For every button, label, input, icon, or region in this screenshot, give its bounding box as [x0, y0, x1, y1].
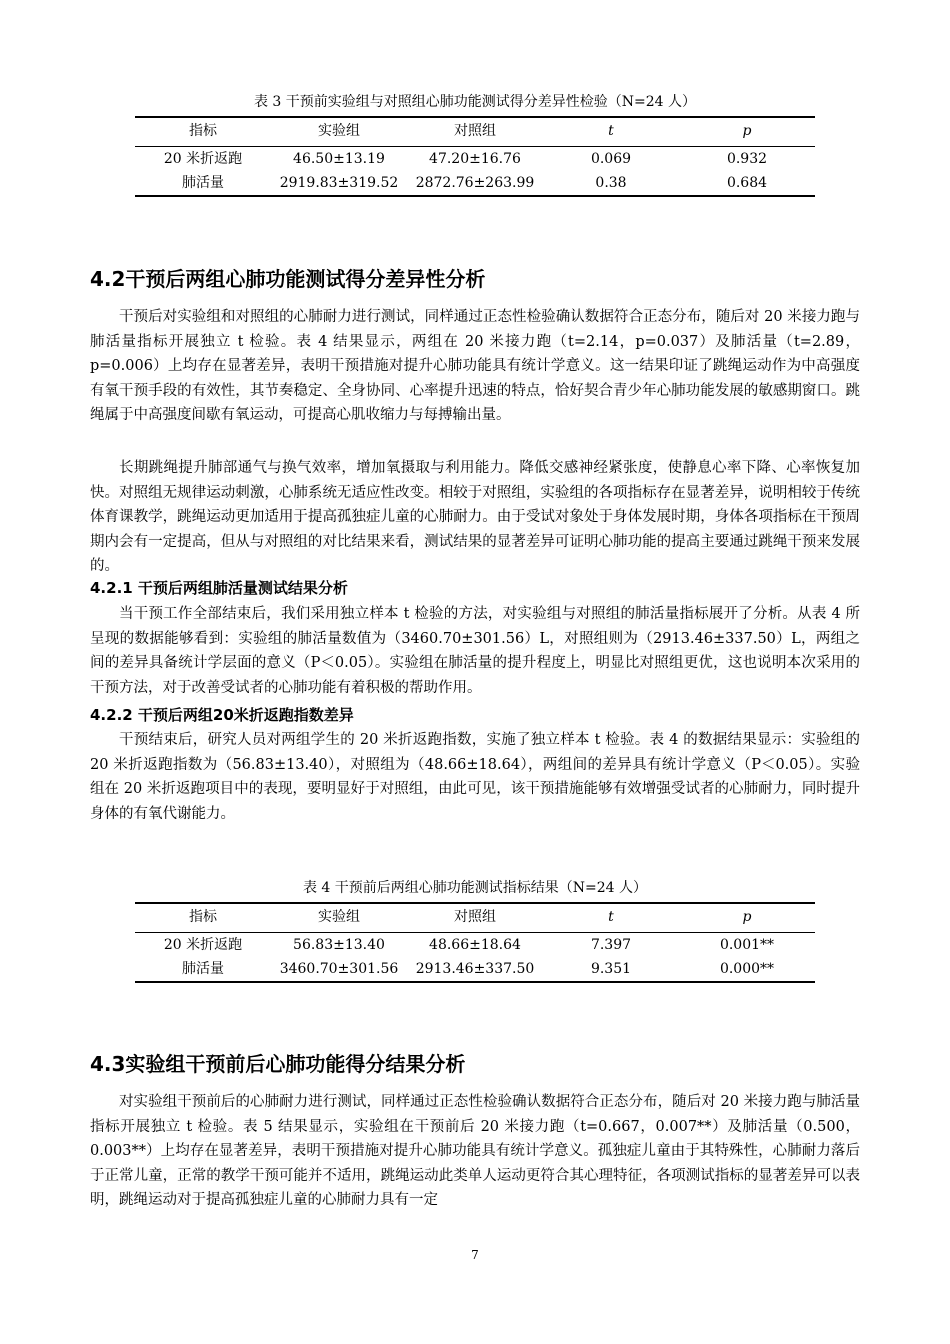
table-cell: 肺活量 — [182, 175, 224, 191]
table4-header-t: t — [608, 909, 614, 925]
table3-header-row — [135, 118, 815, 146]
table-cell: 7.397 — [590, 937, 632, 953]
table-cell: 0.38 — [595, 175, 627, 191]
table-cell: 3460.70±301.56 — [279, 961, 399, 977]
table4-header-control: 对照组 — [454, 909, 496, 925]
table-cell: 0.001** — [719, 937, 775, 953]
table3-caption: 表 3 干预前实验组与对照组心肺功能测试得分差异性检验（N=24 人） — [253, 94, 697, 110]
table3-header-experimental: 实验组 — [318, 123, 360, 139]
table4-header-experimental: 实验组 — [318, 909, 360, 925]
section-4-2-paragraph-2: 长期跳绳提升肺部通气与换气效率，增加氧摄取与利用能力。降低交感神经紧张度，使静息心率下降、心率恢复加快。对照组无规律运动刺激，心肺系统无适应性改变。相较于对照组，实验组的各项指标存在显著差异，说明相较于传统体育课教学，跳绳运动更加适用于提高孤独症儿童的心肺耐力。由于受试对象处于身体发展时期，身体各项指标在干预周期内会有一定提高，但从与对照组的对比结果来看，测试结果的显著差异可证明心肺功能的提高主要通过跳绳干预来发展的。 — [90, 460, 860, 574]
table4-caption: 表 4 干预前后两组心肺功能测试指标结果（N=24 人） — [302, 880, 648, 896]
table3-header-t: t — [608, 123, 614, 139]
table-cell: 46.50±13.19 — [293, 151, 385, 167]
table-cell: 9.351 — [590, 961, 632, 977]
table-cell: 2913.46±337.50 — [415, 961, 535, 977]
table4-header-indicator: 指标 — [189, 909, 217, 925]
table-cell: 20 米折返跑 — [163, 151, 243, 167]
table-cell: 肺活量 — [182, 961, 224, 977]
table-cell: 0.932 — [726, 151, 768, 167]
table3 — [135, 116, 815, 197]
table-cell: 0.069 — [590, 151, 632, 167]
section-4-2-2-paragraph: 干预结束后，研究人员对两组学生的 20 米折返跑指数，实施了独立样本 t 检验。表 4 的数据结果显示：实验组的 20 米折返跑指数为（56.83±13.40），对照组为（48.66±18.64），两组间的差异具有统计学意义（P＜0.05）。实验组在 20 米折返跑项目中的表现，要明显好于对照组，由此可见，该干预措施能够有效增强受试者的心肺耐力，同时提升身体的有氧代谢能力。 — [90, 732, 860, 822]
table3-header-control: 对照组 — [454, 123, 496, 139]
table4-header-row — [135, 904, 815, 932]
section-4-3-paragraph: 对实验组干预前后的心肺耐力进行测试，同样通过正态性检验确认数据符合正态分布，随后对 20 米接力跑与肺活量指标开展独立 t 检验。表 5 结果显示，实验组在干预前后 20 米接力跑（t=0.667，0.007**）及肺活量（0.500，0.003**）上均存在显著差异，表明干预措施对提升心肺功能具有统计学意义。孤独症儿童由于其特殊性，心肺耐力落后于正常儿童，正常的教学干预可能并不适用，跳绳运动此类单人运动更符合其心理特征，各项测试指标的显著差异可以表明，跳绳运动对于提高孤独症儿童的心肺耐力具有一定 — [90, 1094, 860, 1208]
section-4-2-2-heading: 4.2.2 干预后两组20米折返跑指数差异 — [90, 706, 354, 724]
table-cell: 47.20±16.76 — [429, 151, 521, 167]
section-4-2-heading: 4.2干预后两组心肺功能测试得分差异性分析 — [90, 267, 486, 291]
table4-header-p: p — [742, 909, 752, 925]
section-4-2-1-heading: 4.2.1 干预后两组肺活量测试结果分析 — [90, 579, 348, 597]
page-number: 7 — [471, 1248, 479, 1262]
table-row — [135, 957, 815, 981]
table4-bottom-rule — [135, 981, 815, 983]
table-cell: 2872.76±263.99 — [415, 175, 535, 191]
table-cell: 56.83±13.40 — [293, 937, 385, 953]
section-4-3-heading: 4.3实验组干预前后心肺功能得分结果分析 — [90, 1052, 466, 1076]
table-row — [135, 147, 815, 171]
table3-header-indicator: 指标 — [189, 123, 217, 139]
table-cell: 0.684 — [726, 175, 768, 191]
section-4-2-1-paragraph: 当干预工作全部结束后，我们采用独立样本 t 检验的方法，对实验组与对照组的肺活量指标展开了分析。从表 4 所呈现的数据能够看到：实验组的肺活量数值为（3460.70±301.56）L，对照组则为（2913.46±337.50）L，两组之间的差异具备统计学层面的意义（P＜0.05）。实验组在肺活量的提升程度上，明显比对照组更优，这也说明本次采用的干预方法，对于改善受试者的心肺功能有着积极的帮助作用。 — [90, 606, 860, 696]
table-row — [135, 171, 815, 195]
table-row — [135, 933, 815, 957]
table-cell: 20 米折返跑 — [163, 937, 243, 953]
section-4-2-paragraph-1: 干预后对实验组和对照组的心肺耐力进行测试，同样通过正态性检验确认数据符合正态分布，随后对 20 米接力跑与肺活量指标开展独立 t 检验。表 4 结果显示，两组在 20 米接力跑（t=2.14，p=0.037）及肺活量（t=2.89，p=0.006）上均存在显著差异，表明干预措施对提升心肺功能具有统计学意义。这一结果印证了跳绳运动作为中高强度有氧干预手段的有效性，其节奏稳定、全身协同、心率提升迅速的特点，恰好契合青少年心肺功能发展的敏感期窗口。跳绳属于中高强度间歇有氧运动，可提高心肌收缩力与每搏输出量。 — [90, 309, 860, 423]
table4 — [135, 902, 815, 983]
table-cell: 2919.83±319.52 — [279, 175, 399, 191]
table-cell: 48.66±18.64 — [429, 937, 521, 953]
table-cell: 0.000** — [719, 961, 775, 977]
table3-bottom-rule — [135, 195, 815, 197]
table3-header-p: p — [742, 123, 752, 139]
